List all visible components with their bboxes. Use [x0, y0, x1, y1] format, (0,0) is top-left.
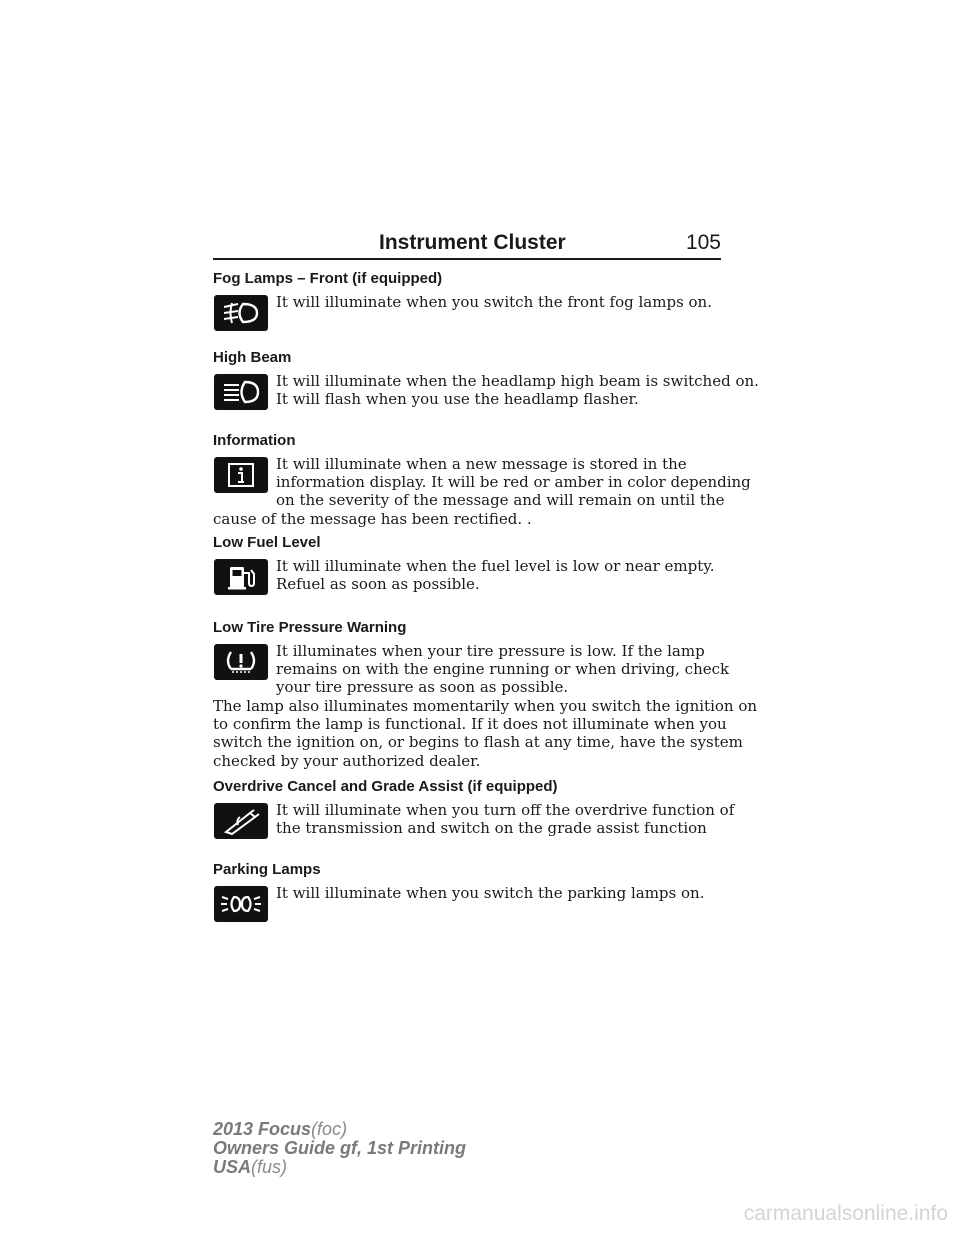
section-heading: High Beam	[213, 349, 292, 366]
paragraph-line: switch the ignition on, or begins to flash at any time, have the system	[213, 733, 743, 752]
description-line: information display. It will be red or amber in color depending	[276, 473, 751, 492]
description-line: It will illuminate when a new message is stored in the	[276, 455, 687, 473]
section-information	[213, 430, 751, 528]
footer-guide: Owners Guide gf, 1st Printing	[213, 1138, 467, 1158]
footer-market-code: (fus)	[251, 1157, 288, 1177]
description-line: Refuel as soon as possible.	[276, 575, 480, 594]
section-heading: Parking Lamps	[213, 861, 321, 878]
description-line: your tire pressure as soon as possible.	[276, 678, 569, 697]
print-footer	[213, 1120, 466, 1177]
footer-model: 2013 Focus	[213, 1119, 312, 1139]
watermark: carmanualsonline.info	[743, 1202, 948, 1225]
information-icon	[214, 457, 268, 493]
section-heading: Low Tire Pressure Warning	[213, 619, 407, 636]
section-fog-lamps	[213, 268, 723, 311]
footer-model-code: (foc)	[311, 1119, 348, 1139]
paragraph-line: checked by your authorized dealer.	[213, 751, 481, 770]
section-parking-lamps	[213, 859, 723, 902]
description-continuation: cause of the message has been rectified. .	[213, 509, 532, 528]
section-heading: Information	[213, 432, 296, 449]
description-line: It illuminates when your tire pressure is low. If the lamp	[276, 642, 705, 660]
page-number: 105	[685, 231, 721, 254]
paragraph-line: to confirm the lamp is functional. If it does not illuminate when you	[213, 715, 727, 734]
footer-market: USA	[213, 1157, 252, 1177]
section-high-beam	[213, 347, 759, 409]
description-line: on the severity of the message and will remain on until the	[276, 491, 725, 510]
high-beam-icon	[214, 374, 268, 410]
description-line: It will illuminate when you switch the parking lamps on.	[276, 884, 705, 902]
tire-pressure-icon	[214, 644, 268, 680]
description-line: It will flash when you use the headlamp flasher.	[276, 390, 639, 409]
section-overdrive-cancel	[213, 776, 735, 838]
parking-lamps-icon	[214, 886, 268, 922]
description-line: It will illuminate when the headlamp high beam is switched on.	[276, 372, 759, 390]
overdrive-cancel-icon	[214, 803, 268, 839]
description-line: It will illuminate when the fuel level is low or near empty.	[276, 557, 715, 575]
section-heading: Overdrive Cancel and Grade Assist (if equipped)	[213, 778, 558, 795]
tire-pressure-note	[213, 697, 758, 770]
description-line: remains on with the engine running or when driving, check	[276, 660, 730, 679]
description-line: It will illuminate when you switch the front fog lamps on.	[276, 293, 712, 311]
low-fuel-icon	[214, 559, 268, 595]
section-heading: Low Fuel Level	[213, 534, 321, 551]
page-header	[213, 226, 721, 260]
section-heading: Fog Lamps – Front (if equipped)	[213, 270, 443, 287]
section-title: Instrument Cluster	[379, 231, 566, 254]
section-low-fuel	[213, 532, 723, 593]
paragraph-line: The lamp also illuminates momentarily when you switch the ignition on	[213, 697, 758, 715]
description-line: the transmission and switch on the grade assist function	[276, 819, 707, 838]
description-line: It will illuminate when you turn off the overdrive function of	[276, 801, 735, 819]
front-fog-lamp-icon	[214, 295, 268, 331]
section-low-tire-pressure	[213, 617, 730, 697]
